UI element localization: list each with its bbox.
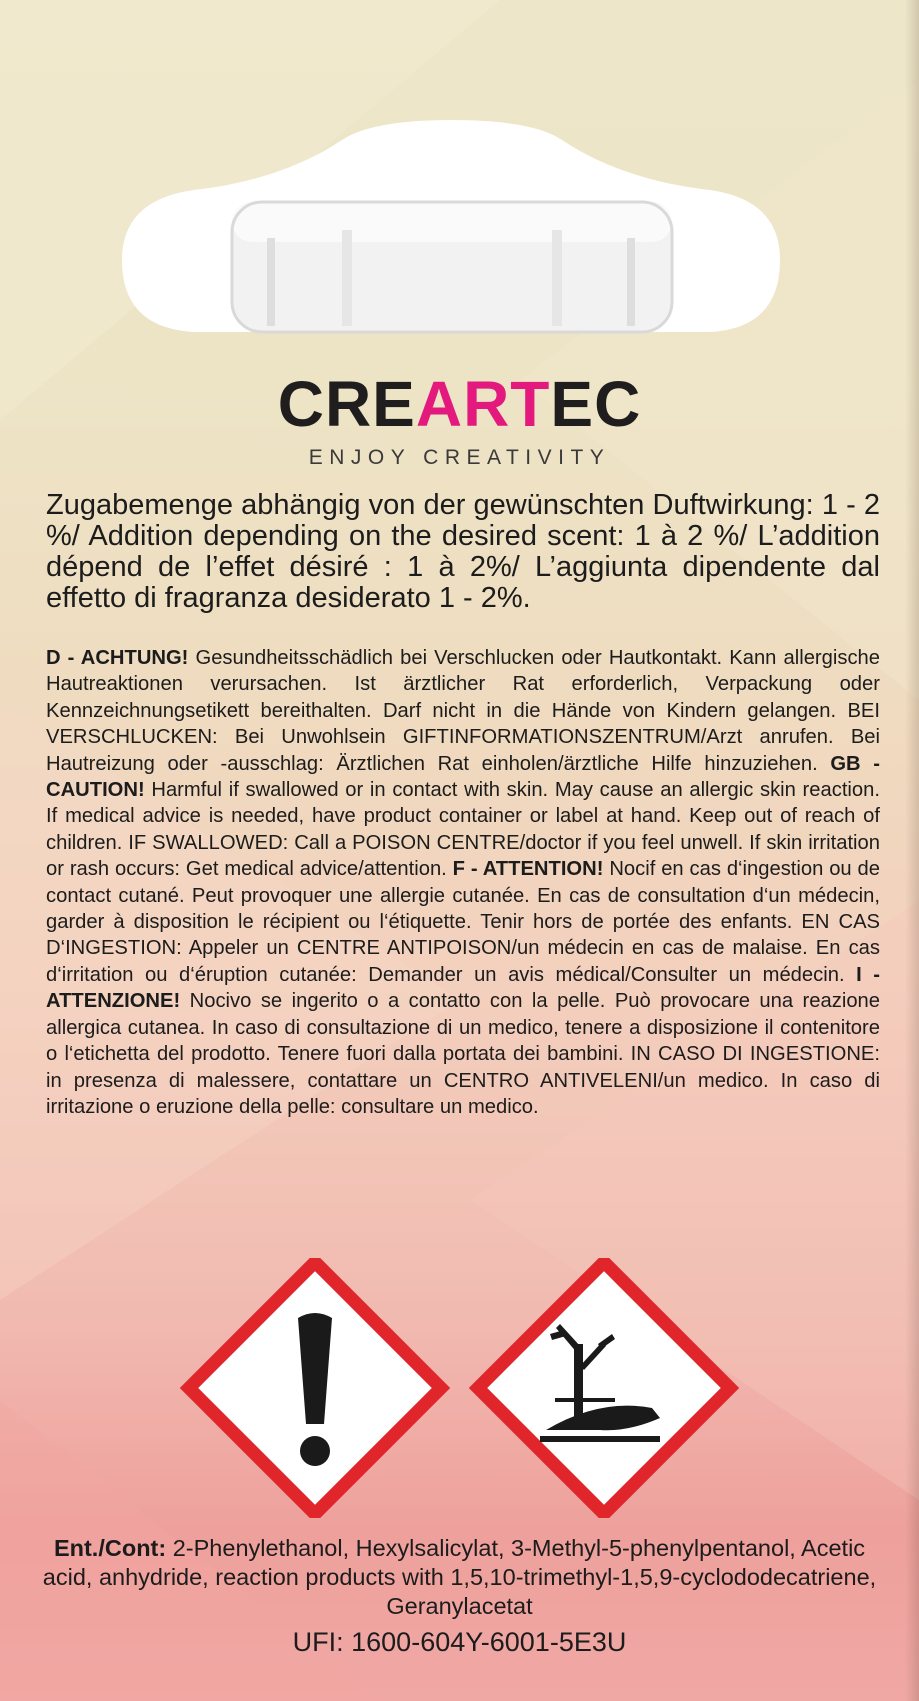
warning-text-gb: Harmful if swallowed or in contact with skin. May cause an allergic skin reaction. If medical advice is needed, have product container or label at hand. Keep out of reach of children. IF SWALLOWED: Call a POISON CENTRE/doctor if you feel unwell. If skin irritation or rash occurs: Get medical advice/attention. [46,779,880,881]
warning-text-i: Nocivo se ingerito o a contatto con la pelle. Può provocare una reazione allergica cutanea. In caso di consultazione di un medico, tenere a disposizione il contenitore o l‘etichetta del prodotto. Tenere fuori dalla portata dei bambini. IN CASO DI INGESTIONE: in presenza di malessere, contattare un CENTRO ANTIVELENI/un medico. In caso di irritazione o eruzione della pelle: consultare un medico. [46,990,880,1118]
composition-text: 2-Phenylethanol, Hexylsalicylat, 3-Methyl-5-phenylpentanol, Acetic acid, anhydride, reaction products with 1,5,10-trimethyl-1,5,9-cyclododecatriene, Geranylacetat [42,1535,877,1619]
bottle-cap-icon [232,202,672,332]
environment-hazard-icon [478,1262,730,1514]
brand-logo [0,368,919,470]
warning-text-de: Gesundheitsschädlich bei Verschlucken oder Hautkontakt. Kann allergische Hautreaktionen verursachen. Ist ärztlicher Rat erforderlich, Verpackung oder Kennzeichnungsetikett bereithalten. Darf nicht in die Hände von Kindern gelangen. BEI VERSCHLUCKEN: Bei Unwohlsein GIFTINFORMATIONSZENTRUM/Arzt anrufen. Bei Hautreizung oder -ausschlag: Ärztlichen Rat einholen/ärztliche Hilfe hinzuziehen. [46,647,881,775]
warning-heading-de: D - ACHTUNG! [46,647,189,669]
ufi-code: UFI: 1600-604Y-6001-5E3U [292,1627,627,1657]
hang-window [122,120,780,346]
warning-heading-f: F - ATTENTION! [452,858,604,881]
safety-warnings [46,645,880,1120]
exclamation-mark-hazard-icon [189,1262,441,1514]
warning-heading-i: I - ATTENZIONE! [46,963,880,1013]
composition [40,1534,879,1621]
dosage-instructions: Zugabemenge abhängig von der gewünschten Duftwirkung: 1 - 2 %/ Addition depending on the desired scent: 1 à 2 %/ L’addition dépend de l’effet désiré : 1 à 2%/ L’aggiunta dipendente dal effetto di fragranza desiderato 1 - 2%. [46,489,880,614]
brand-tagline: ENJOY CREATIVITY [308,446,611,469]
warning-text-f: Nocif en cas d‘ingestion ou de contact cutané. Peut provoquer une allergie cutanée. En cas de consultation d‘un médecin, garder à disposition le récipient ou l‘étiquette. Tenir hors de portée des enfants. EN CAS D‘INGESTION: Appeler un CENTRE ANTIPOISON/un médecin en cas de malaise. En cas d‘irritation ou d‘éruption cutanée: Demander un avis médical/Consulter un médecin. [46,858,880,986]
card-edge-shadow [905,0,919,1701]
brand-wordmark: CREARTEC [277,368,642,440]
composition-label: Ent./Cont: [53,1535,167,1561]
warning-heading-gb: GB - CAUTION! [46,752,880,802]
hazard-pictograms [0,1258,919,1518]
